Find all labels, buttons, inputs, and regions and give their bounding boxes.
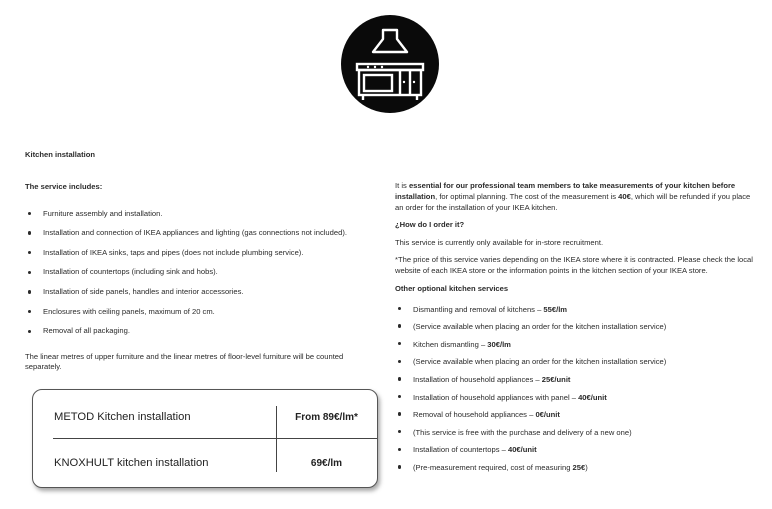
price-row xyxy=(33,448,377,478)
availability-paragraph: This service is currently only available for in-store recruitment. xyxy=(395,237,604,247)
price-row xyxy=(33,402,377,432)
text-fragment: essential for our professional team members to take measurements of your kitchen before installation xyxy=(395,181,736,201)
list-item: Removal of all packaging. xyxy=(25,326,375,336)
text-fragment: , for optimal planning. The cost of the measurement is xyxy=(435,192,619,201)
list-item: Installation of countertops (including sink and hobs). xyxy=(25,267,375,277)
list-item: Furniture assembly and installation. xyxy=(25,209,375,219)
section-title: Kitchen installation xyxy=(25,150,96,159)
list-item: (Service available when placing an order for the kitchen installation service) xyxy=(395,321,755,332)
includes-heading: The service includes: xyxy=(25,182,103,192)
list-item: Installation and connection of IKEA appliances and lighting (gas connections not included). xyxy=(25,228,375,238)
text-fragment: It is xyxy=(395,181,409,190)
list-item: (Pre-measurement required, cost of measuring 25€) xyxy=(395,462,755,473)
price-name: KNOXHULT kitchen installation xyxy=(54,457,209,469)
list-item: Dismantling and removal of kitchens – 55€/lm xyxy=(395,304,755,315)
price-name: METOD Kitchen installation xyxy=(54,411,191,423)
price-value: 69€/lm xyxy=(310,457,343,469)
measurement-paragraph xyxy=(395,180,755,213)
service-description xyxy=(25,150,375,372)
price-note-paragraph: *The price of this service varies depending on the IKEA store where it is contracted. Please check the local website of each IKEA store or the information points in the kitchen section of your IKEA store. xyxy=(395,255,753,276)
list-item: Installation of household appliances – 25€/unit xyxy=(395,374,755,385)
list-item: Installation of countertops – 40€/unit xyxy=(395,444,755,455)
text-fragment: 40€ xyxy=(618,192,631,201)
kitchen-stove-and-hood-icon xyxy=(340,14,440,114)
list-item: Installation of IKEA sinks, taps and pipes (does not include plumbing service). xyxy=(25,248,375,258)
how-to-order-heading: ¿How do I order it? xyxy=(395,220,465,230)
list-item: Kitchen dismantling – 30€/lm xyxy=(395,339,755,350)
list-item: (This service is free with the purchase and delivery of a new one) xyxy=(395,427,755,438)
price-table xyxy=(32,389,378,488)
list-item: Removal of household appliances – 0€/unit xyxy=(395,409,755,420)
ordering-info xyxy=(395,180,755,488)
other-services-list xyxy=(395,304,755,473)
other-services-heading: Other optional kitchen services xyxy=(395,283,509,293)
list-item: Enclosures with ceiling panels, maximum of 20 cm. xyxy=(25,307,375,317)
divider xyxy=(53,438,377,439)
list-item: (Service available when placing an order for the kitchen installation service) xyxy=(395,356,755,367)
text-fragment: , which will be refunded if you place an order for the installation of your IKEA kitchen. xyxy=(395,192,751,212)
includes-list xyxy=(25,209,375,337)
list-item: Installation of side panels, handles and interior accessories. xyxy=(25,287,375,297)
list-item: Installation of household appliances with panel – 40€/unit xyxy=(395,392,755,403)
linear-metres-note: The linear metres of upper furniture and the linear metres of floor-level furniture will be counted separately. xyxy=(25,351,344,371)
price-value: From 89€/lm* xyxy=(295,411,358,423)
